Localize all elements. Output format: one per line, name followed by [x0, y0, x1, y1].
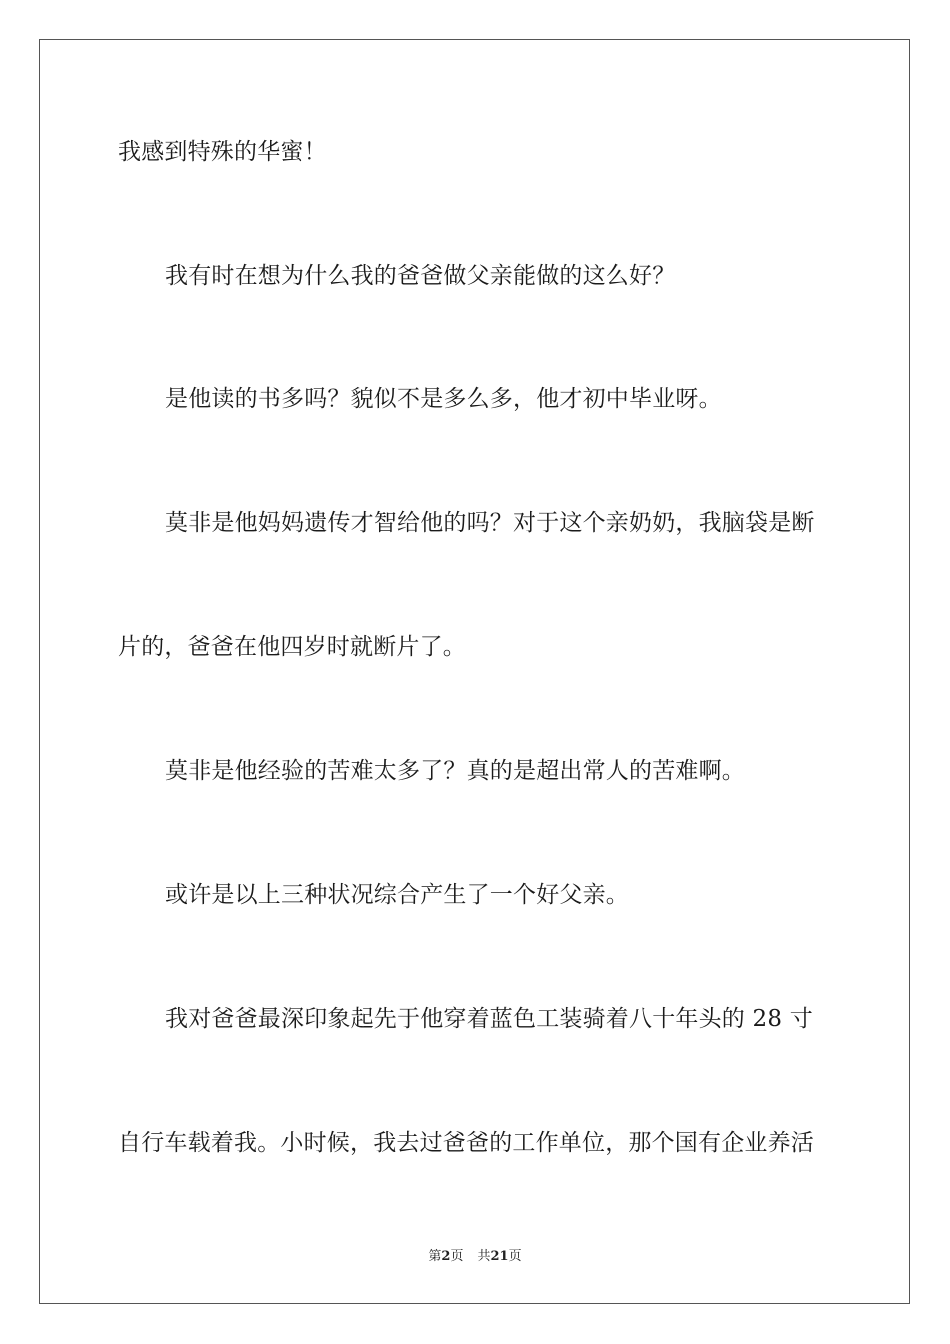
- footer-page-prefix: 第: [428, 1249, 442, 1264]
- footer-total-prefix: 共: [477, 1249, 491, 1264]
- text-line-2: 我有时在想为什么我的爸爸做父亲能做的这么好？: [165, 263, 676, 289]
- text-line-6: 莫非是他经验的苦难太多了？真的是超出常人的苦难啊。: [165, 758, 745, 784]
- page-footer: [0, 1248, 950, 1266]
- text-line-7: 或许是以上三种状况综合产生了一个好父亲。: [165, 882, 629, 908]
- footer-total-pages: 21: [490, 1249, 509, 1264]
- text-line-1: 我感到特殊的华蜜！: [118, 139, 327, 165]
- text-line-3: 是他读的书多吗？貌似不是多么多，他才初中毕业呀。: [165, 386, 722, 412]
- text-line-4: 莫非是他妈妈遗传才智给他的吗？对于这个亲奶奶，我脑袋是断: [165, 510, 815, 536]
- footer-page-suffix: 页: [450, 1249, 464, 1264]
- page-border: [39, 39, 910, 1304]
- footer-total-suffix: 页: [508, 1249, 522, 1264]
- footer-page-number: 2: [441, 1249, 451, 1264]
- text-line-8: 我对爸爸最深印象起先于他穿着蓝色工装骑着八十年头的 28 寸: [165, 1006, 813, 1032]
- text-line-9: 自行车载着我。小时候，我去过爸爸的工作单位，那个国有企业养活: [118, 1130, 814, 1156]
- text-line-5: 片的，爸爸在他四岁时就断片了。: [118, 634, 466, 660]
